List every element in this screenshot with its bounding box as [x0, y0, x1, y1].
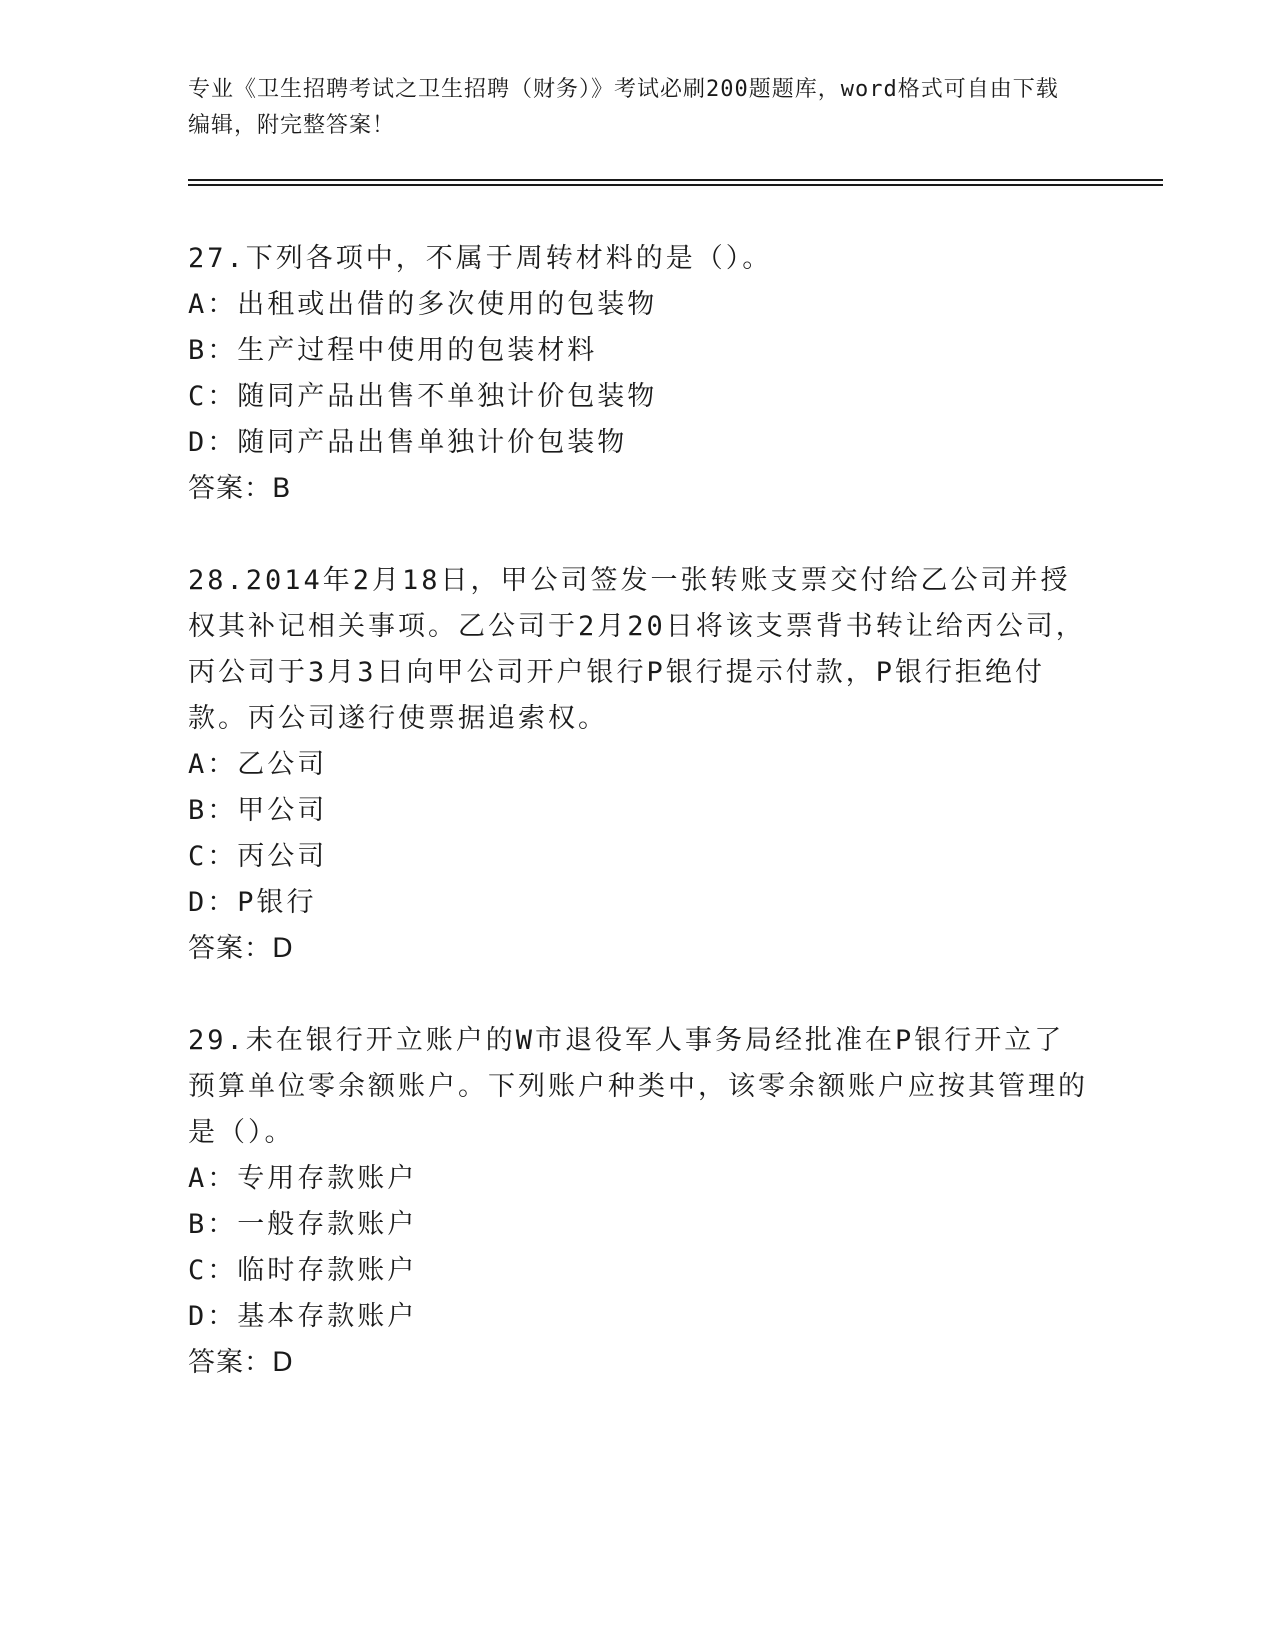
option-b: B：甲公司 — [188, 795, 328, 826]
answer: 答案：D — [188, 933, 294, 964]
option-b: B：生产过程中使用的包装材料 — [188, 335, 598, 366]
option-d: D：随同产品出售单独计价包装物 — [188, 427, 628, 458]
question-list — [188, 236, 1088, 1432]
option-d: D：P银行 — [188, 887, 317, 918]
option-c: C：随同产品出售不单独计价包装物 — [188, 381, 658, 412]
answer: 答案：D — [188, 1347, 294, 1378]
option-c: C：临时存款账户 — [188, 1255, 418, 1286]
header-divider-bottom — [188, 184, 1163, 186]
question-28 — [188, 558, 1088, 972]
question-stem: 27.下列各项中，不属于周转材料的是（）。 — [188, 243, 773, 274]
question-stem: 29.未在银行开立账户的W市退役军人事务局经批准在P银行开立了预算单位零余额账户。下列账户种类中，该零余额账户应按其管理的是（）。 — [188, 1025, 1088, 1148]
option-a: A：专用存款账户 — [188, 1163, 418, 1194]
option-a: A：乙公司 — [188, 749, 328, 780]
question-stem: 28.2014年2月18日，甲公司签发一张转账支票交付给乙公司并授权其补记相关事项。乙公司于2月20日将该支票背书转让给丙公司，丙公司于3月3日向甲公司开户银行P银行提示付款，P银行拒绝付款。丙公司遂行使票据追索权。 — [188, 565, 1086, 734]
option-a: A：出租或出借的多次使用的包装物 — [188, 289, 658, 320]
header-divider-top — [188, 179, 1163, 181]
question-29 — [188, 1018, 1088, 1386]
option-c: C：丙公司 — [188, 841, 328, 872]
answer: 答案：B — [188, 473, 292, 504]
option-b: B：一般存款账户 — [188, 1209, 418, 1240]
question-27 — [188, 236, 1088, 512]
option-d: D：基本存款账户 — [188, 1301, 418, 1332]
document-header: 专业《卫生招聘考试之卫生招聘（财务）》考试必刷200题题库，word格式可自由下载编辑，附完整答案！ — [188, 77, 1059, 138]
